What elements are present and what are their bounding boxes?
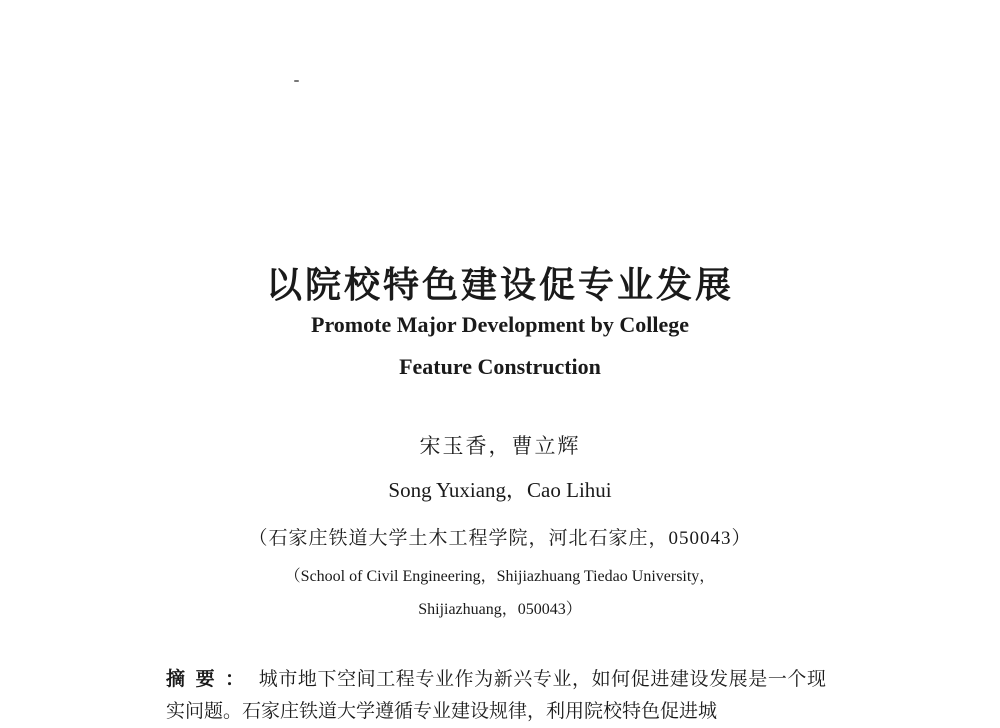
affiliation-english-line-2: Shijiazhuang，050043） bbox=[418, 601, 582, 618]
title-english-line-2: Feature Construction bbox=[399, 354, 601, 379]
title-chinese: 以院校特色建设促专业发展 bbox=[265, 264, 734, 306]
affiliation-chinese: （石家庄铁道大学土木工程学院，河北石家庄，050043） bbox=[248, 528, 752, 549]
authors-english: Song Yuxiang，Cao Lihui bbox=[388, 478, 612, 502]
authors-chinese: 宋玉香，曹立辉 bbox=[419, 434, 581, 458]
scan-speck bbox=[294, 80, 299, 82]
title-english-line-1: Promote Major Development by College bbox=[311, 312, 689, 337]
abstract-text: 城市地下空间工程专业作为新兴专业，如何促进建设发展是一个现实问题。石家庄铁道大学遵循专业建设规律，利用院校特色促进城 bbox=[166, 669, 826, 722]
abstract-label: 摘要： bbox=[166, 669, 255, 690]
affiliation-english-line-1: （School of Civil Engineering，Shijiazhuang Tiedao University， bbox=[284, 568, 716, 585]
abstract bbox=[166, 664, 826, 728]
